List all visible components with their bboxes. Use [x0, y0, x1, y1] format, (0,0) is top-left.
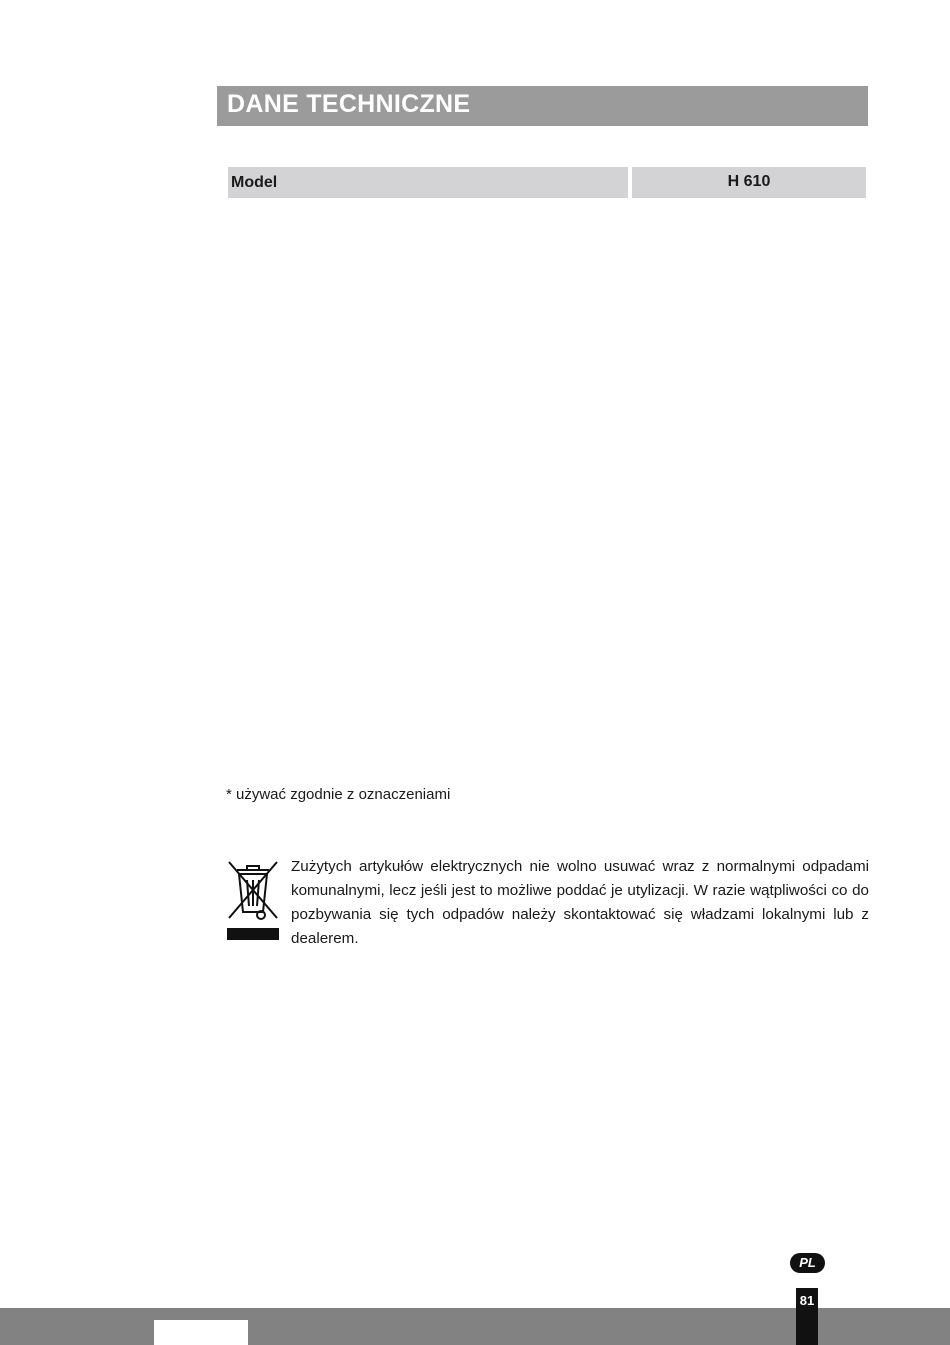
- language-badge: [790, 1253, 825, 1273]
- page-number-tab: [796, 1288, 818, 1345]
- header-model-label-cell: [228, 167, 628, 198]
- header-model-value-cell: [632, 167, 866, 198]
- header-model-value: H 610: [727, 173, 771, 190]
- table-header-row: [228, 167, 868, 198]
- crossed-out-wheelie-bin-icon: [227, 858, 279, 942]
- header-model-label: Model: [231, 174, 278, 191]
- language-badge-label: PL: [799, 1255, 816, 1270]
- footnote: * używać zgodnie z oznaczeniami: [226, 786, 451, 803]
- section-title-bar: [217, 86, 868, 126]
- footer-white-block: [154, 1320, 248, 1345]
- section-title: DANE TECHNICZNE: [227, 90, 471, 118]
- page-number: 81: [799, 1293, 815, 1308]
- disposal-info-text: Zużytych artykułów elektrycznych nie wolno usuwać wraz z normalnymi odpadami komunalnymi, lecz jeśli jest to możliwe poddać je utylizacji. W razie wątpliwości co do pozbywania się tych odpadów należy skontaktować się władzami lokalnymi lub z dealerem.: [291, 858, 869, 947]
